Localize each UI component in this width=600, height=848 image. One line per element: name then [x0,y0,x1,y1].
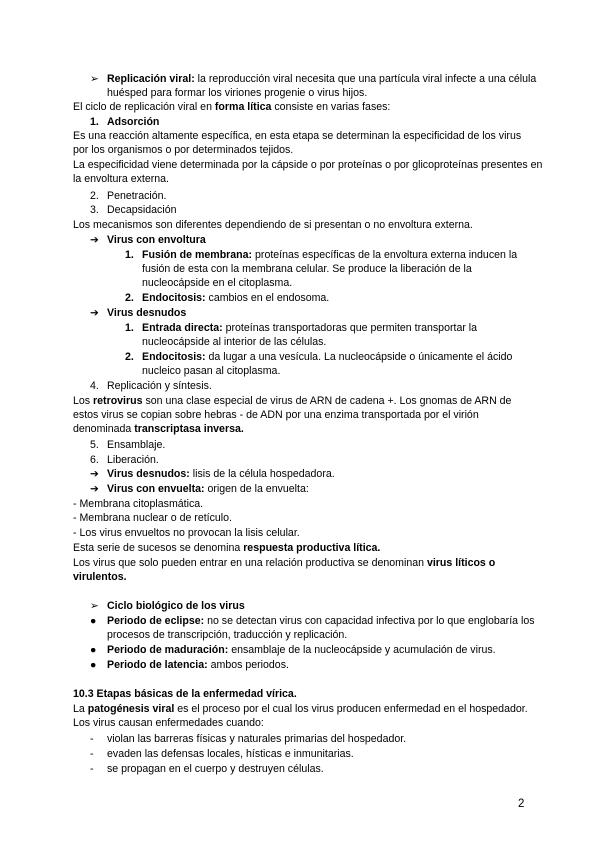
causan-enfermedades: Los virus causan enfermedades cuando: [73,717,264,729]
fase-2 [90,189,166,203]
causa-item-2-text: evaden las defensas locales, hísticas e inmunitarias. [107,748,354,760]
liberacion-envuelta [90,482,309,496]
periodo-maduracion-term: Periodo de maduración: [107,644,229,656]
liberacion-envuelta-text: origen de la envuelta: [204,483,309,495]
fase-5-num: 5. [90,439,99,451]
liticos-line1 [73,556,495,570]
causa-item-1-text: violan las barreras físicas y naturales primarias del hospedador. [107,733,407,745]
respuesta-text: Esta serie de sucesos se denomina [73,542,244,554]
retrovirus-text1: son una clase especial de virus de ARN de cadena +. Los gnomas de ARN de [142,395,512,407]
fusion-line1 [125,248,517,262]
bullet-dot-icon: ● [90,644,97,656]
adsorcion-p1-line2: por los organismos o por determinados tejidos. [73,144,294,156]
fase-2-num: 2. [90,190,99,202]
liticos-line2: virulentos. [73,571,127,583]
replicacion-bullet-line2: huésped para formar los viriones progenie o virus hijos. [107,87,368,99]
con-envoltura-heading [90,233,206,247]
causa-item-3 [90,762,324,776]
fase-6-text: Liberación. [107,454,159,466]
arrowhead-bullet-icon: ➢ [90,600,99,612]
entrada-directa-term: Entrada directa: [142,322,223,334]
dash-bullet: - [90,733,94,745]
fase-6-num: 6. [90,454,99,466]
causa-item-1 [90,732,406,746]
arrow-right-icon: ➔ [90,468,99,480]
fase-5 [90,438,165,452]
retrovirus-term: retrovirus [93,395,143,407]
patogenesis-term: patogénesis viral [87,703,175,715]
endocitosis-envoltura-num: 2. [125,292,134,304]
dash-line-3: - Los virus envueltos no provocan la lisis celular. [73,527,300,539]
dash-line-2: - Membrana nuclear o de retículo. [73,512,232,524]
periodo-eclipse-line2: procesos de transcripción, traducción y replicación. [107,629,348,641]
adsorcion-p1-line1: Es una reacción altamente específica, en esta etapa se determinan la especificidad de los virus [73,130,522,142]
desnudos-heading [90,306,186,320]
endocitosis-envoltura-text: cambios en el endosoma. [205,292,330,304]
fase-4-num: 4. [90,380,99,392]
entrada-directa-line1 [125,321,477,335]
fase-3-text: Decapsidación [107,204,177,216]
endocitosis-desnudos-num: 2. [125,351,134,363]
entrada-directa-text1: proteínas transportadoras que permiten transportar la [222,322,478,334]
causa-item-3-text: se propagan en el cuerpo y destruyen células. [107,763,324,775]
dash-bullet: - [90,763,94,775]
section-10-3-heading: 10.3 Etapas básicas de la enfermedad vírica. [73,688,297,700]
periodo-latencia [90,658,289,672]
liberacion-desnudos-term: Virus desnudos: [107,468,190,480]
endocitosis-desnudos-text1: da lugar a una vesícula. La nucleocápside o únicamente el ácido [205,351,513,363]
periodo-latencia-text: ambos periodos. [207,659,289,671]
periodo-eclipse-text1: no se detectan virus con capacidad infectiva por lo que englobaría los [204,615,535,627]
page-number: 2 [518,798,525,810]
retrovirus-pre: Los [73,395,94,407]
periodo-latencia-term: Periodo de latencia: [107,659,208,671]
periodo-maduracion [90,643,496,657]
ciclo-intro [73,100,390,114]
retrovirus-line3-pre: denominada [73,423,135,435]
fase-4 [90,379,212,393]
liberacion-desnudos-text: lisis de la célula hospedadora. [189,468,335,480]
respuesta-bold: respuesta productiva lítica. [243,542,381,554]
ciclo-biologico-heading [90,599,245,613]
patogenesis-pre: La [73,703,88,715]
fusion-num: 1. [125,249,134,261]
patogenesis-line [73,702,528,716]
endocitosis-desnudos-line1 [125,350,512,364]
adsorcion-num: 1. [90,116,99,128]
endocitosis-desnudos-line2: nucleico pasan al citoplasma. [142,365,281,377]
dash-bullet: - [90,748,94,760]
fase-2-text: Penetración. [107,190,167,202]
arrow-right-icon: ➔ [90,483,99,495]
retrovirus-line2: estos virus se copian sobre hebras - de ADN por una enzima transportada por el virión [73,409,479,421]
liberacion-envuelta-term: Virus con envuelta: [107,483,205,495]
endocitosis-desnudos-term: Endocitosis: [142,351,206,363]
ciclo-intro-text: El ciclo de replicación viral en [73,101,215,113]
liticos-bold1: virus líticos o [426,557,496,569]
retrovirus-line3 [73,422,244,436]
periodo-eclipse-term: Periodo de eclipse: [107,615,205,627]
adsorcion-p2-line2: la envoltura externa. [73,173,169,185]
replicacion-text1: la reproducción viral necesita que una partícula viral infecte a una célula [194,73,537,85]
fusion-line3: nucleocápside en el citoplasma. [142,277,293,289]
mecanismos-text: Los mecanismos son diferentes dependiendo de si presentan o no envoltura externa. [73,219,473,231]
causa-item-2 [90,747,354,761]
fase-4-text: Replicación y síntesis. [107,380,212,392]
periodo-maduracion-text: ensamblaje de la nucleocápside y acumulación de virus. [228,644,496,656]
transcriptasa-inversa: transcriptasa inversa. [134,423,244,435]
entrada-directa-line2: nucleocápside al interior de las células. [142,336,327,348]
endocitosis-envoltura-term: Endocitosis: [142,292,206,304]
periodo-eclipse-line1 [90,614,535,628]
liticos-text: Los virus que solo pueden entrar en una relación productiva se denominan [73,557,427,569]
bullet-dot-icon: ● [90,615,97,627]
replicacion-bullet-line1 [90,72,536,86]
arrow-right-icon: ➔ [90,234,99,246]
dash-line-1: - Membrana citoplasmática. [73,498,204,510]
liberacion-desnudos [90,467,335,481]
fusion-term: Fusión de membrana: [142,249,253,261]
desnudos-title: Virus desnudos [107,307,187,319]
fase-5-text: Ensamblaje. [107,439,166,451]
fusion-text1: proteínas específicas de la envoltura externa inducen la [252,249,518,261]
ciclo-biologico-title: Ciclo biológico de los virus [107,600,245,612]
fase-3-num: 3. [90,204,99,216]
adsorcion-title: Adsorción [107,116,160,128]
bullet-dot-icon: ● [90,659,97,671]
fase-3 [90,203,177,217]
adsorcion-p2-line1: La especificidad viene determinada por la cápside o por proteínas o por glicoproteínas presentes en [73,159,543,171]
fusion-line2: fusión de esta con la membrana celular. Se produce la liberación de la [142,263,472,275]
adsorcion-heading [90,115,159,129]
fase-6 [90,453,159,467]
ciclo-intro-bold: forma lítica [214,101,272,113]
respuesta-line [73,541,380,555]
replicacion-term: Replicación viral: [107,73,195,85]
con-envoltura-title: Virus con envoltura [107,234,206,246]
arrow-right-icon: ➔ [90,307,99,319]
arrowhead-bullet-icon: ➢ [90,73,99,85]
patogenesis-text: es el proceso por el cual los virus producen enfermedad en el hospedador. [174,703,528,715]
ciclo-intro-after: consiste en varias fases: [271,101,391,113]
retrovirus-line1 [73,394,511,408]
endocitosis-envoltura [125,291,329,305]
entrada-directa-num: 1. [125,322,134,334]
